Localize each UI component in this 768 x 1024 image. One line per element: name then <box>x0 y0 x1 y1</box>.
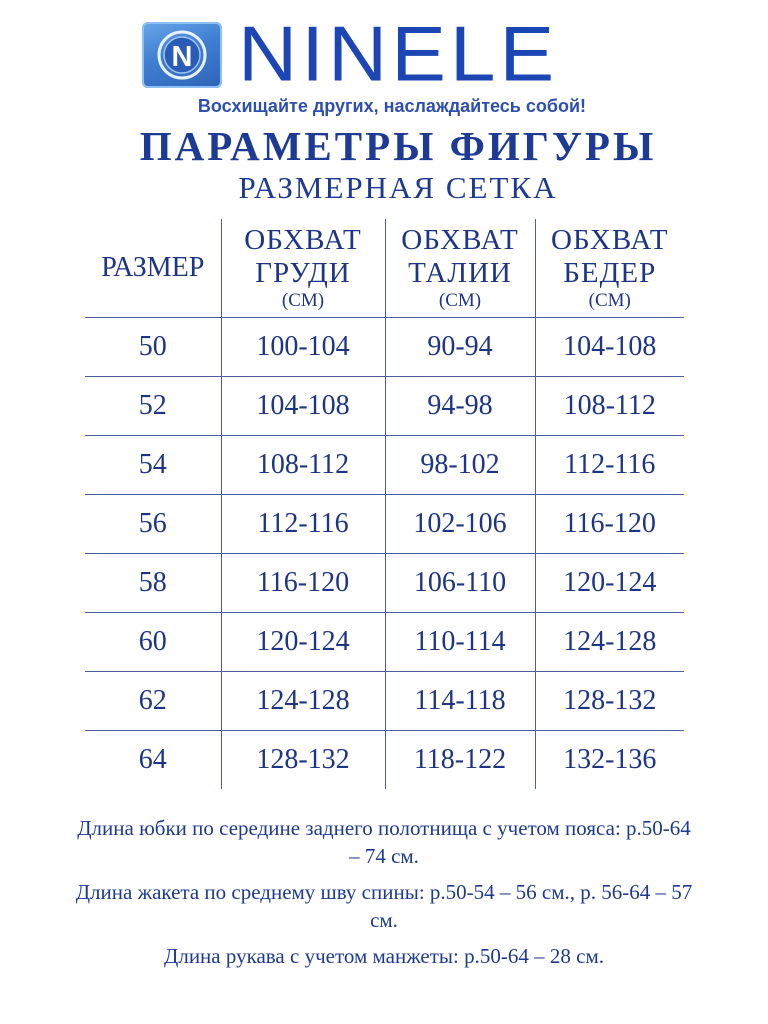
cell-waist: 94-98 <box>385 377 535 436</box>
cell-bust: 100-104 <box>221 318 385 377</box>
logo-badge-letter: N <box>171 41 193 73</box>
header-bust-line1: ОБХВАТ <box>244 224 362 256</box>
header-bust-unit: (СМ) <box>281 290 325 311</box>
cell-hips: 116-120 <box>535 495 684 554</box>
cell-hips: 124-128 <box>535 613 684 672</box>
table-row <box>85 554 684 613</box>
table-row <box>85 613 684 672</box>
brand-tagline: Восхищайте других, наслаждайтесь собой! <box>197 96 587 116</box>
page-subtitle: РАЗМЕРНАЯ СЕТКА <box>238 170 558 205</box>
table-row <box>85 318 684 377</box>
cell-bust: 128-132 <box>221 731 385 790</box>
table-row <box>85 436 684 495</box>
cell-bust: 120-124 <box>221 613 385 672</box>
cell-hips: 128-132 <box>535 672 684 731</box>
header-waist <box>385 219 535 318</box>
measurement-notes <box>70 814 698 978</box>
header-waist-unit: (СМ) <box>438 290 482 311</box>
cell-hips: 120-124 <box>535 554 684 613</box>
cell-hips: 104-108 <box>535 318 684 377</box>
header-size <box>85 219 221 318</box>
header-bust-line2: ГРУДИ <box>255 257 351 289</box>
cell-bust: 112-116 <box>221 495 385 554</box>
page-title: ПАРАМЕТРЫ ФИГУРЫ <box>139 123 657 169</box>
header-hips <box>535 219 684 318</box>
cell-size: 52 <box>85 377 221 436</box>
brand-wordmark: NINELE <box>238 11 559 98</box>
header-hips-unit: (СМ) <box>588 290 631 311</box>
header-hips-line1: ОБХВАТ <box>551 224 669 256</box>
table-row <box>85 731 684 790</box>
note-skirt-length: Длина юбки по середине заднего полотнища с учетом пояса: р.50-64 – 74 см. <box>77 816 691 868</box>
cell-waist: 90-94 <box>385 318 535 377</box>
cell-size: 54 <box>85 436 221 495</box>
cell-hips: 108-112 <box>535 377 684 436</box>
table-header-row <box>85 219 684 318</box>
cell-bust: 124-128 <box>221 672 385 731</box>
cell-bust: 104-108 <box>221 377 385 436</box>
cell-size: 58 <box>85 554 221 613</box>
note-sleeve-length: Длина рукава с учетом манжеты: р.50-64 – 28 см. <box>164 944 604 968</box>
header-bust <box>221 219 385 318</box>
cell-size: 56 <box>85 495 221 554</box>
logo-badge-icon <box>142 22 222 88</box>
header-waist-line2: ТАЛИИ <box>408 257 512 289</box>
cell-waist: 110-114 <box>385 613 535 672</box>
size-chart-table <box>85 219 684 789</box>
cell-size: 60 <box>85 613 221 672</box>
header-waist-line1: ОБХВАТ <box>401 224 519 256</box>
header-size-label: РАЗМЕР <box>101 252 205 283</box>
cell-waist: 118-122 <box>385 731 535 790</box>
note-jacket-length: Длина жакета по среднему шву спины: р.50-54 – 56 см., р. 56-64 – 57 см. <box>75 880 693 932</box>
cell-bust: 116-120 <box>221 554 385 613</box>
table-row <box>85 672 684 731</box>
cell-hips: 112-116 <box>535 436 684 495</box>
cell-size: 64 <box>138 744 167 775</box>
cell-size: 50 <box>85 318 221 377</box>
cell-size: 62 <box>85 672 221 731</box>
header-hips-line2: БЕДЕР <box>563 257 657 289</box>
cell-waist: 102-106 <box>385 495 535 554</box>
brand-logo <box>142 11 642 120</box>
table-row <box>85 495 684 554</box>
cell-bust: 108-112 <box>221 436 385 495</box>
table-row <box>85 377 684 436</box>
cell-waist: 106-110 <box>385 554 535 613</box>
logo-monogram-icon <box>142 22 222 88</box>
cell-waist: 98-102 <box>385 436 535 495</box>
cell-waist: 114-118 <box>385 672 535 731</box>
cell-hips: 132-136 <box>535 731 684 790</box>
